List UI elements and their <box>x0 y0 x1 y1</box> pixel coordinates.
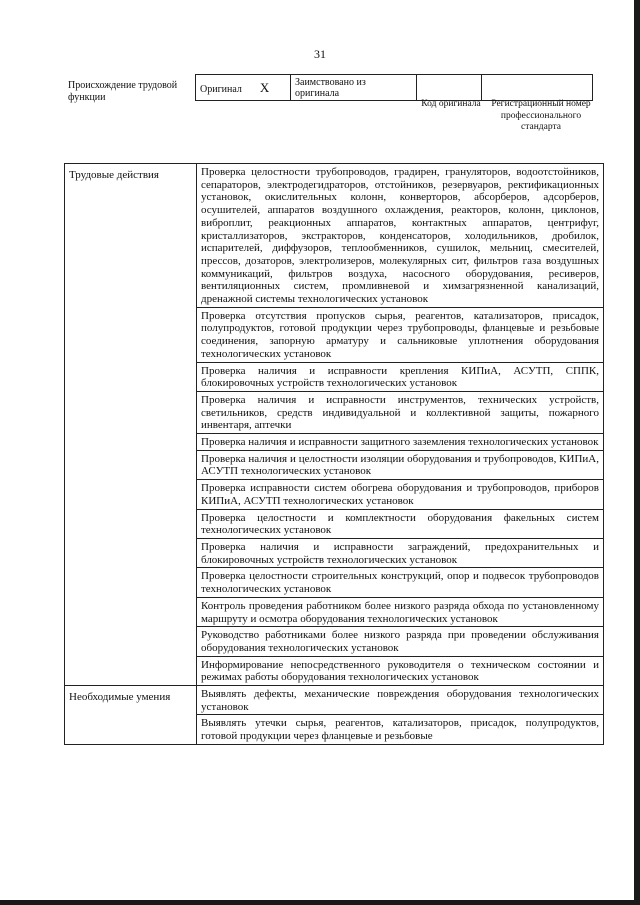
original-label: Оригинал <box>200 83 242 95</box>
list-item: Выявлять дефекты, механические повреждения оборудования технологических установок <box>197 686 604 715</box>
list-item: Проверка целостности строительных конструкций, опор и подвесок трубопроводов технологических установок <box>197 568 604 597</box>
list-item: Проверка наличия и целостности изоляции оборудования и трубопроводов, КИПиА, АСУТП технологических установок <box>197 450 604 479</box>
original-mark: X <box>259 79 270 95</box>
code-caption: Код оригинала <box>421 99 481 109</box>
row-label: Необходимые умения <box>65 686 197 745</box>
table-row <box>65 164 604 308</box>
list-item: Проверка исправности систем обогрева оборудования и трубопроводов, приборов КИПиА, АСУТП технологических установок <box>197 480 604 509</box>
list-item: Проверка целостности трубопроводов, градирен, грануляторов, водоотстойников, сепараторов, электродегидраторов, отстойников, резервуаров, ректификационных установок, окислительных колонн, конверторов, абсорберов, адсорберов, осушителей, аппаратов воздушного охлаждения, реакторов, колонн, циклонов, виброплит, реакционных аппаратов, контактных аппаратов, центрифуг, кристаллизаторов, экстракторов, конденсаторов, холодильников, дробилок, испарителей, диффузоров, теплообменников, сушилок, мельниц, смесителей, прессов, дозаторов, электролизеров, молекулярных сит, фильтров газа воздушных коммуникаций, фильтров воздуха, насосного оборудования, ресиверов, вентиляционных систем, промливневой и химзагрязненной канализаций, дренажной системы технологических установок <box>197 164 604 308</box>
list-item: Проверка целостности и комплектности оборудования факельных систем технологических установок <box>197 509 604 538</box>
scan-edge-bottom <box>0 900 640 905</box>
table-row <box>65 686 604 715</box>
reg-caption: Регистрационный номер профессионального стандарта <box>491 99 591 132</box>
origin-label: Происхождение трудовой функции <box>68 80 178 103</box>
row-label: Трудовые действия <box>65 164 197 686</box>
scan-edge-right <box>634 0 640 905</box>
list-item: Информирование непосредственного руководителя о техническом состоянии и режимах работы оборудования технологических установок <box>197 656 604 685</box>
list-item: Контроль проведения работником более низкого разряда обхода по установленному маршруту и осмотра оборудования технологических установок <box>197 597 604 626</box>
page-number: 31 <box>314 47 326 61</box>
borrowed-cell: Заимствовано из оригинала <box>291 75 417 101</box>
list-item: Проверка наличия и исправности защитного заземления технологических установок <box>197 434 604 451</box>
functions-table <box>64 163 604 745</box>
list-item: Проверка наличия и исправности инструментов, технических устройств, светильников, средств индивидуальной и коллективной защиты, пожарного инвентаря, аптечки <box>197 391 604 433</box>
functions-table-body <box>65 164 604 745</box>
list-item: Проверка наличия и исправности крепления КИПиА, АСУТП, СППК, блокировочных устройств технологических установок <box>197 362 604 391</box>
code-cell <box>417 75 482 101</box>
list-item: Выявлять утечки сырья, реагентов, катализаторов, присадок, полупродуктов, готовой продукции через фланцевые и резьбовые <box>197 715 604 744</box>
origin-table <box>195 74 593 101</box>
reg-number-cell <box>482 75 593 101</box>
list-item: Проверка отсутствия пропусков сырья, реагентов, катализаторов, присадок, полупродуктов, готовой продукции через трубопроводы, фланцевые и резьбовые соединения, запорную арматуру и сальниковые уплотнения оборудования технологических установок <box>197 307 604 362</box>
list-item: Руководство работниками более низкого разряда при проведении обслуживания оборудования технологических установок <box>197 627 604 656</box>
list-item: Проверка наличия и исправности заграждений, предохранительных и блокировочных устройств технологических установок <box>197 538 604 567</box>
original-cell <box>196 75 291 101</box>
